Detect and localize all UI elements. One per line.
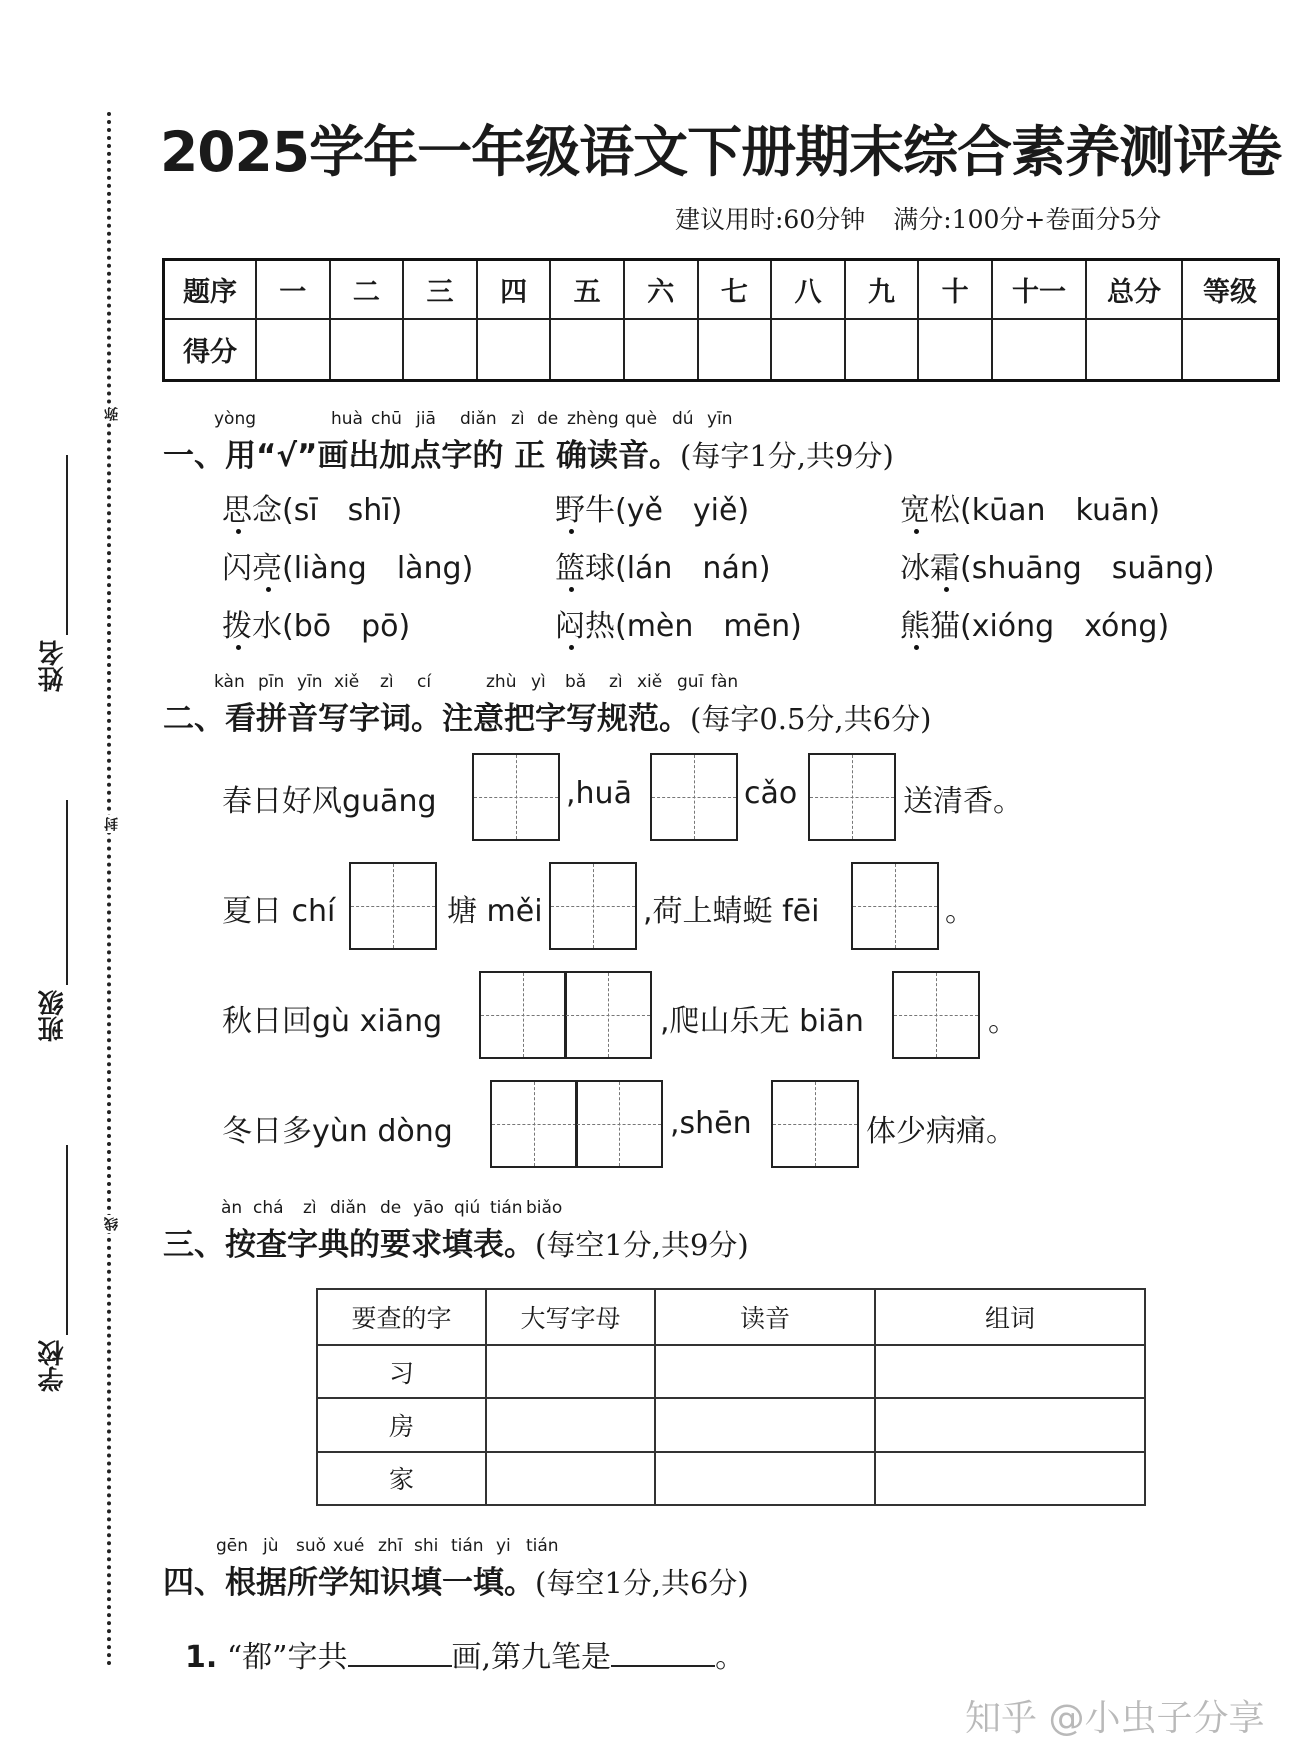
q1-word: 思念 [222, 493, 282, 528]
score-cell[interactable] [845, 319, 919, 381]
emphasis-dot [236, 645, 241, 650]
emphasis-dot [569, 645, 574, 650]
q2-text: 冬日多yùn dòng [222, 1114, 453, 1149]
q1-options[interactable]: (liàng làng) [282, 551, 474, 586]
score-cell[interactable] [771, 319, 845, 381]
pinyin: àn [221, 1198, 243, 1218]
section2-title [163, 693, 931, 738]
tianzige-box[interactable] [650, 753, 738, 841]
subtitle [675, 200, 1161, 236]
pinyin: yāo [413, 1198, 444, 1218]
score-cell[interactable] [256, 319, 330, 381]
dict-cell[interactable] [875, 1345, 1145, 1398]
q2-text: ,荷上蜻蜓 fēi [643, 894, 820, 929]
pinyin: jiā [416, 409, 436, 429]
pinyin: yòng [214, 409, 257, 429]
pinyin: yīn [707, 409, 733, 429]
score-col: 七 [698, 260, 772, 320]
pinyin: dú [672, 409, 694, 429]
q1-word: 熊猫 [900, 609, 960, 644]
emphasis-dot [569, 587, 574, 592]
pinyin: xué [333, 1536, 365, 1556]
q1-word: 闷热 [555, 609, 615, 644]
q1-item[interactable] [222, 485, 402, 529]
pinyin: de [537, 409, 559, 429]
score-info: 满分:100分+卷面分5分 [893, 205, 1162, 234]
dict-header: 要查的字 [317, 1289, 486, 1345]
score-col-total: 总分 [1086, 260, 1182, 320]
pinyin: xiě [637, 672, 663, 692]
pinyin: zì [609, 672, 623, 692]
dict-cell[interactable] [655, 1345, 875, 1398]
score-cell[interactable] [477, 319, 551, 381]
dictionary-table [316, 1288, 1146, 1506]
dict-cell[interactable] [655, 1452, 875, 1505]
dict-char: 家 [317, 1452, 486, 1505]
section4-points: (每空1分,共6分) [535, 1566, 749, 1600]
pinyin: diǎn [460, 409, 497, 429]
section1-title [163, 430, 894, 475]
dict-header: 读音 [655, 1289, 875, 1345]
dict-cell[interactable] [655, 1398, 875, 1451]
pinyin: kàn [214, 672, 245, 692]
pinyin: què [625, 409, 658, 429]
q1-options[interactable]: (kūan kuān) [960, 493, 1161, 528]
name-label: 姓名 [38, 640, 68, 692]
answer-blank[interactable] [348, 1639, 452, 1667]
section4-title-text: 四、根据所学知识填一填。 [163, 1565, 535, 1601]
section1-points: (每字1分,共9分) [680, 439, 894, 473]
dict-cell[interactable] [486, 1452, 655, 1505]
score-col: 六 [624, 260, 698, 320]
emphasis-dot [944, 587, 949, 592]
q1-word: 拨水 [222, 609, 282, 644]
score-col: 三 [403, 260, 477, 320]
score-col: 十 [918, 260, 992, 320]
q2-text: ,shēn [670, 1106, 752, 1141]
emphasis-dot [914, 645, 919, 650]
dict-cell[interactable] [875, 1398, 1145, 1451]
tianzige-box[interactable] [808, 753, 896, 841]
q1-options[interactable]: (bō pō) [282, 609, 411, 644]
q2-text: 塘 měi [447, 894, 543, 929]
q1-item[interactable] [222, 601, 410, 645]
dict-char: 习 [317, 1345, 486, 1398]
score-cell[interactable] [1086, 319, 1182, 381]
pinyin: fàn [711, 672, 739, 692]
q2-text: cǎo [744, 776, 798, 811]
score-col: 八 [771, 260, 845, 320]
binding-mark-feng: 封 [104, 817, 120, 831]
emphasis-dot [266, 587, 271, 592]
q1-word: 闪亮 [222, 551, 282, 586]
section4-title [163, 1557, 749, 1602]
score-table [162, 258, 1280, 382]
score-cell[interactable] [550, 319, 624, 381]
score-col: 四 [477, 260, 551, 320]
question-number: 1. [185, 1640, 218, 1675]
dict-cell[interactable] [486, 1345, 655, 1398]
tianzige-box[interactable] [564, 971, 652, 1059]
pinyin: tián [526, 1536, 559, 1556]
pinyin: de [380, 1198, 402, 1218]
binding-mark-xian: 线 [104, 1217, 120, 1231]
q1-options[interactable]: (yě yiě) [615, 493, 750, 528]
q1-item[interactable] [900, 485, 1160, 529]
score-col: 五 [550, 260, 624, 320]
pinyin: xiě [334, 672, 360, 692]
section3-title [163, 1219, 749, 1264]
q2-text: 。 [945, 894, 975, 929]
q1-options[interactable]: (sī shī) [282, 493, 403, 528]
tianzige-box[interactable] [851, 862, 939, 950]
time-info: 建议用时:60分钟 [675, 205, 866, 234]
score-cell[interactable] [403, 319, 477, 381]
pinyin: chū [371, 409, 402, 429]
score-col: 二 [330, 260, 404, 320]
dict-cell[interactable] [486, 1398, 655, 1451]
school-field[interactable] [66, 1145, 68, 1335]
pinyin: guī [677, 672, 704, 692]
binding-dotted-line [107, 112, 111, 1667]
tianzige-box[interactable] [479, 971, 567, 1059]
score-col: 十一 [992, 260, 1086, 320]
score-row2-header: 得分 [164, 319, 257, 381]
dict-char: 房 [317, 1398, 486, 1451]
pinyin: diǎn [330, 1198, 367, 1218]
score-cell[interactable] [918, 319, 992, 381]
q2-text: 体少病痛。 [866, 1114, 1016, 1149]
q2-text: 秋日回gù xiāng [222, 1004, 443, 1039]
score-col: 一 [256, 260, 330, 320]
tianzige-box[interactable] [490, 1080, 578, 1168]
score-cell[interactable] [624, 319, 698, 381]
q1-options[interactable]: (mèn mēn) [615, 609, 802, 644]
score-row-header: 题序 [164, 260, 257, 320]
section2-title-text: 二、看拼音写字词。注意把字写规范。 [163, 701, 690, 737]
pinyin: cí [417, 672, 432, 692]
pinyin: zì [380, 672, 394, 692]
pinyin: zì [511, 409, 525, 429]
pinyin: zhī [378, 1536, 403, 1556]
emphasis-dot [914, 529, 919, 534]
pinyin: pīn [258, 672, 285, 692]
dict-cell[interactable] [875, 1452, 1145, 1505]
q2-text: ,爬山乐无 biān [660, 1004, 864, 1039]
section3-points: (每空1分,共9分) [535, 1228, 749, 1262]
q1-word: 冰霜 [900, 551, 960, 586]
tianzige-box[interactable] [472, 753, 560, 841]
q2-text: ,huā [566, 776, 632, 811]
class-label: 班级 [38, 990, 68, 1042]
pinyin: yīn [297, 672, 323, 692]
q1-item[interactable] [900, 543, 1215, 587]
pinyin: zhù [486, 672, 517, 692]
q1-word: 篮球 [555, 551, 615, 586]
pinyin: zhèng [567, 409, 619, 429]
q2-text: 春日好风guāng [222, 784, 437, 819]
q2-text: 夏日 chí [222, 894, 336, 929]
score-cell[interactable] [698, 319, 772, 381]
score-col-grade: 等级 [1182, 260, 1279, 320]
dict-header: 组词 [875, 1289, 1145, 1345]
score-cell[interactable] [1182, 319, 1279, 381]
pinyin: shi [414, 1536, 439, 1556]
emphasis-dot [569, 529, 574, 534]
q1-options[interactable]: (lán nán) [615, 551, 771, 586]
q1-item[interactable] [555, 485, 749, 529]
q4-text: “都”字共 [226, 1640, 348, 1675]
dict-header: 大写字母 [486, 1289, 655, 1345]
pinyin: suǒ [296, 1536, 327, 1556]
q1-word: 宽松 [900, 493, 960, 528]
tianzige-box[interactable] [575, 1080, 663, 1168]
school-label: 学校 [38, 1340, 68, 1392]
name-field[interactable] [66, 455, 68, 635]
q4-question-1 [185, 1632, 745, 1676]
q1-options[interactable]: (xióng xóng) [960, 609, 1170, 644]
pinyin: zì [303, 1198, 317, 1218]
page-title: 2025学年一年级语文下册期末综合素养测评卷 [160, 120, 1282, 184]
score-cell[interactable] [330, 319, 404, 381]
q1-item[interactable] [555, 601, 802, 645]
q1-item[interactable] [555, 543, 771, 587]
pinyin: chá [253, 1198, 284, 1218]
section1-title-text: 一、用“√”画出加点字的 正 确读音。 [163, 438, 681, 474]
pinyin: yi [496, 1536, 511, 1556]
pinyin: biǎo [526, 1198, 563, 1218]
tianzige-box[interactable] [771, 1080, 859, 1168]
pinyin: tián [451, 1536, 484, 1556]
q1-item[interactable] [222, 543, 473, 587]
tianzige-box[interactable] [892, 971, 980, 1059]
section2-points: (每字0.5分,共6分) [690, 702, 932, 736]
tianzige-box[interactable] [349, 862, 437, 950]
q2-text: 送清香。 [903, 784, 1023, 819]
tianzige-box[interactable] [549, 862, 637, 950]
answer-blank[interactable] [611, 1639, 715, 1667]
q1-word: 野牛 [555, 493, 615, 528]
pinyin: jù [263, 1536, 279, 1556]
section3-title-text: 三、按查字典的要求填表。 [163, 1227, 535, 1263]
pinyin: yì [531, 672, 546, 692]
emphasis-dot [236, 529, 241, 534]
q2-text: 。 [988, 1004, 1018, 1039]
pinyin: bǎ [565, 672, 587, 692]
watermark: 知乎 @小虫子分享 [965, 1698, 1265, 1739]
pinyin: huà [331, 409, 363, 429]
class-field[interactable] [66, 800, 68, 985]
pinyin: qiú [454, 1198, 481, 1218]
q1-item[interactable] [900, 601, 1169, 645]
q4-text: 画,第九笔是 [451, 1640, 612, 1675]
binding-mark-mi: 弥 [104, 407, 120, 421]
q4-text: 。 [715, 1640, 746, 1675]
score-cell[interactable] [992, 319, 1086, 381]
pinyin: tián [490, 1198, 523, 1218]
score-col: 九 [845, 260, 919, 320]
pinyin: gēn [216, 1536, 249, 1556]
q1-options[interactable]: (shuāng suāng) [960, 551, 1215, 586]
